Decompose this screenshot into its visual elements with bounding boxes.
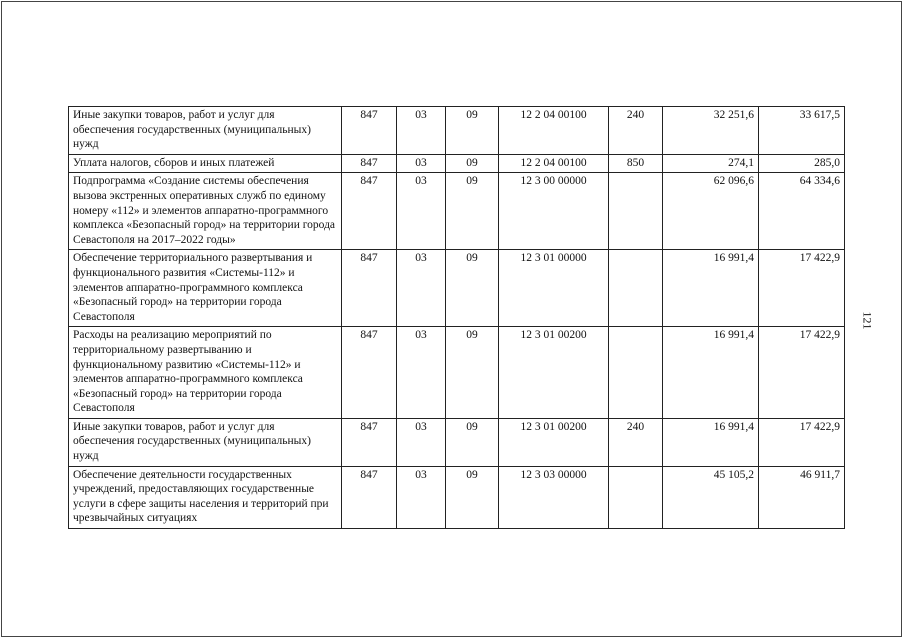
ministry-code: 847 (342, 418, 397, 466)
ministry-code: 847 (342, 173, 397, 250)
ministry-code: 847 (342, 466, 397, 528)
table-row (69, 327, 845, 419)
sum-year-1: 16 991,4 (663, 250, 759, 327)
expense-kind: 850 (609, 154, 663, 173)
section-code: 03 (397, 327, 446, 419)
section-code: 03 (397, 154, 446, 173)
table-row (69, 466, 845, 528)
section-code: 03 (397, 418, 446, 466)
ministry-code: 847 (342, 327, 397, 419)
subsection-code: 09 (446, 173, 499, 250)
target-article: 12 3 01 00000 (499, 250, 609, 327)
expense-kind (609, 327, 663, 419)
subsection-code: 09 (446, 466, 499, 528)
expense-kind (609, 250, 663, 327)
subsection-code: 09 (446, 418, 499, 466)
sum-year-2: 17 422,9 (759, 250, 845, 327)
subsection-code: 09 (446, 327, 499, 419)
subsection-code: 09 (446, 154, 499, 173)
expense-kind (609, 173, 663, 250)
page-number: 121 (860, 311, 875, 330)
sum-year-1: 32 251,6 (663, 107, 759, 155)
ministry-code: 847 (342, 154, 397, 173)
sum-year-1: 62 096,6 (663, 173, 759, 250)
expense-kind (609, 466, 663, 528)
sum-year-2: 33 617,5 (759, 107, 845, 155)
sum-year-2: 17 422,9 (759, 418, 845, 466)
table-row (69, 173, 845, 250)
row-name: Иные закупки товаров, работ и услуг для обеспечения государственных (муниципальных) нужд (69, 418, 342, 466)
sum-year-1: 45 105,2 (663, 466, 759, 528)
row-name: Подпрограмма «Создание системы обеспечения вызова экстренных оперативных служб по единому номеру «112» и элементов аппаратно-программного комплекса «Безопасный город» на территории города Севастополя на 2017–2022 годы» (69, 173, 342, 250)
table-row (69, 418, 845, 466)
ministry-code: 847 (342, 250, 397, 327)
table-row (69, 154, 845, 173)
section-code: 03 (397, 250, 446, 327)
section-code: 03 (397, 107, 446, 155)
sum-year-2: 64 334,6 (759, 173, 845, 250)
sum-year-1: 16 991,4 (663, 327, 759, 419)
row-name: Обеспечение деятельности государственных учреждений, предоставляющих государственные услуги в сфере защиты населения и территорий при чрезвычайных ситуациях (69, 466, 342, 528)
expense-kind: 240 (609, 418, 663, 466)
sum-year-1: 274,1 (663, 154, 759, 173)
expense-kind: 240 (609, 107, 663, 155)
target-article: 12 3 01 00200 (499, 418, 609, 466)
table-row (69, 250, 845, 327)
target-article: 12 2 04 00100 (499, 107, 609, 155)
subsection-code: 09 (446, 250, 499, 327)
row-name: Иные закупки товаров, работ и услуг для обеспечения государственных (муниципальных) нужд (69, 107, 342, 155)
row-name: Расходы на реализацию мероприятий по территориальному развертыванию и функциональному развитию «Системы-112» и элементов аппаратно-программного комплекса «Безопасный город» на территории города Севастополя (69, 327, 342, 419)
target-article: 12 3 00 00000 (499, 173, 609, 250)
sum-year-1: 16 991,4 (663, 418, 759, 466)
ministry-code: 847 (342, 107, 397, 155)
sum-year-2: 17 422,9 (759, 327, 845, 419)
sum-year-2: 46 911,7 (759, 466, 845, 528)
target-article: 12 2 04 00100 (499, 154, 609, 173)
sum-year-2: 285,0 (759, 154, 845, 173)
section-code: 03 (397, 466, 446, 528)
budget-table (68, 106, 845, 529)
row-name: Уплата налогов, сборов и иных платежей (69, 154, 342, 173)
section-code: 03 (397, 173, 446, 250)
target-article: 12 3 03 00000 (499, 466, 609, 528)
row-name: Обеспечение территориального развертывания и функционального развития «Системы-112» и элементов аппаратно-программного комплекса «Безопасный город» на территории города Севастополя (69, 250, 342, 327)
subsection-code: 09 (446, 107, 499, 155)
table-row (69, 107, 845, 155)
target-article: 12 3 01 00200 (499, 327, 609, 419)
